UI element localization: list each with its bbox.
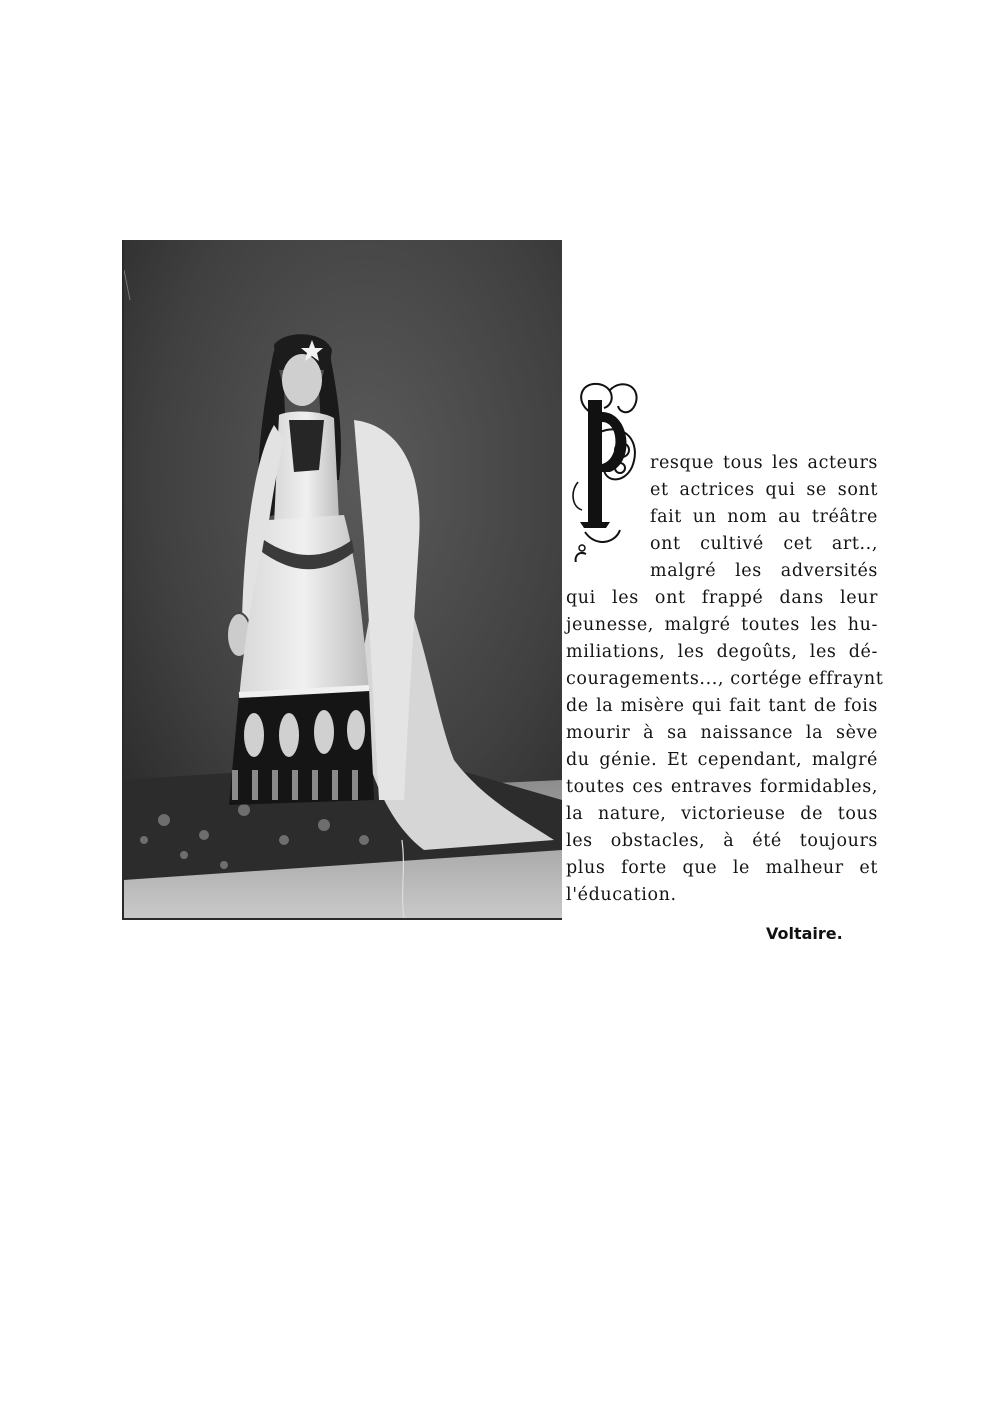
quote-line: mourir à sa naissance la sève [566, 723, 878, 743]
quote-line: l'éducation. [566, 885, 677, 905]
quote-line: et actrices qui se sont [650, 480, 878, 500]
quote-block [566, 370, 882, 930]
quote-line: fait un nom au tréâtre [650, 507, 878, 527]
quote-line: qui les ont frappé dans leur [566, 588, 878, 608]
quote-line: les obstacles, à été toujours [566, 831, 878, 851]
ornamental-initial-p-icon [570, 372, 644, 562]
quote-line: toutes ces entraves formidables, [566, 777, 878, 797]
quote-line: miliations, les degoûts, les dé- [566, 642, 878, 662]
quote-line: couragements..., cortége effraynt [566, 669, 884, 689]
quote-line: ont cultivé cet art.., [650, 534, 878, 554]
quote-line: du génie. Et cependant, malgré [566, 750, 878, 770]
portrait-photograph [122, 240, 562, 920]
quote-line: la nature, victorieuse de tous [566, 804, 878, 824]
quote-line: jeunesse, malgré toutes les hu- [566, 615, 878, 635]
quote-line: de la misère qui fait tant de fois [566, 696, 878, 716]
photo-image [124, 240, 562, 918]
quote-author: Voltaire. [766, 924, 843, 943]
quote-line: resque tous les acteurs [650, 453, 878, 473]
quote-line: malgré les adversités [650, 561, 878, 581]
quote-line: plus forte que le malheur et [566, 858, 878, 878]
